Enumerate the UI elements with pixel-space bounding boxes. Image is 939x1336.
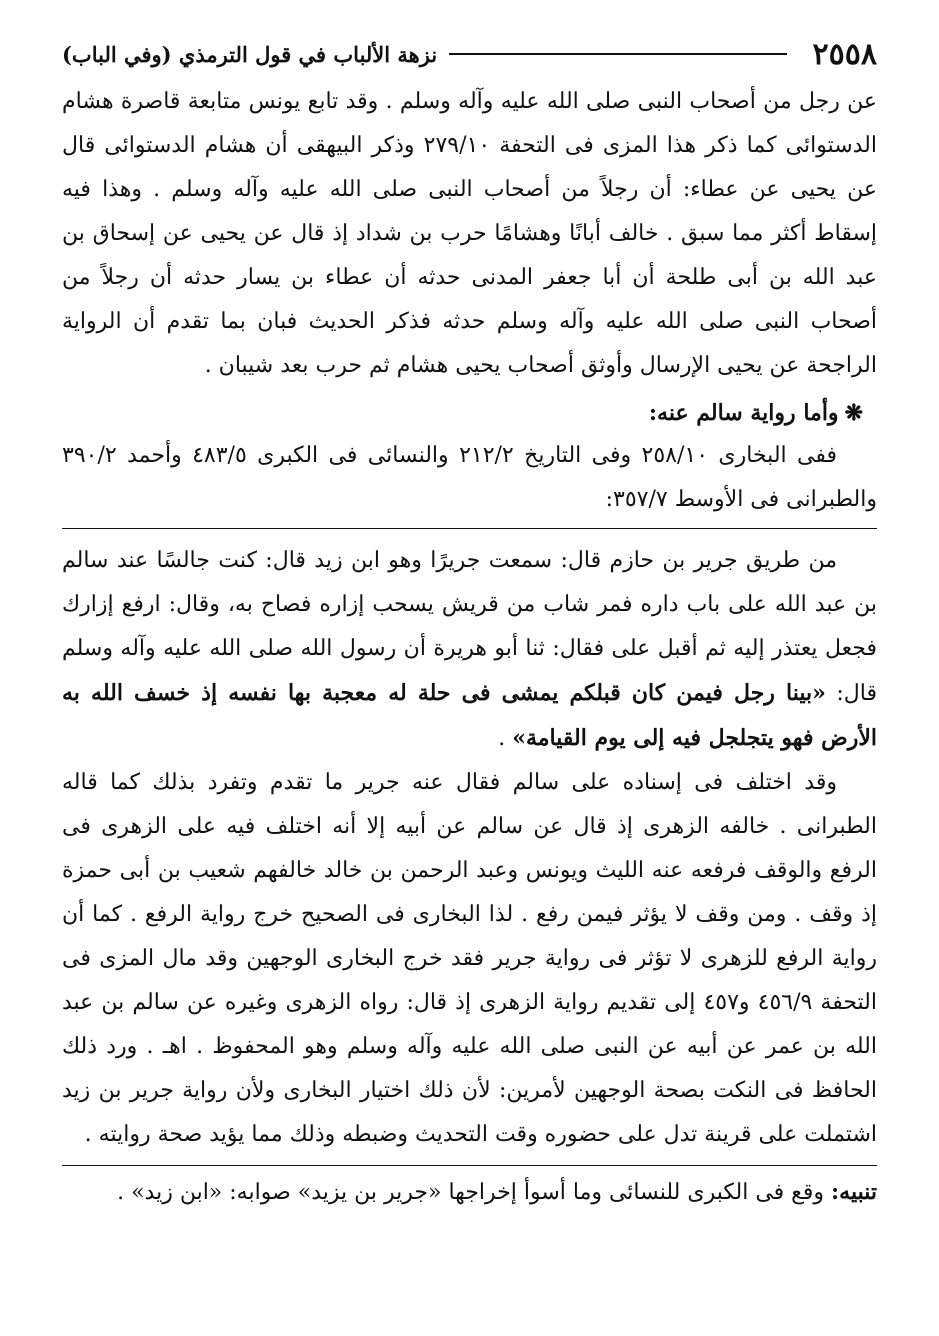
section-heading-text: وأما رواية سالم عنه: [648,400,839,426]
discussion-paragraph: وقد اختلف فى إسناده على سالم فقال عنه جرير ما تقدم وتفرد بذلك كما قاله الطبرانى . خالفه الزهرى إذ قال عن سالم عن أبيه إلا أنه اختلف فيه على الزهرى فى الرفع والوقف فرفعه عنه الليث ويونس وعبد الرحمن بن خالد خالفهم شعيب بن أبى حمزة إذ وقف . ومن وقف لا يؤثر فيمن رفع . لذا البخارى فى الصحيح خرج رواية الرفع . كما أن رواية الرفع للزهرى لا تؤثر فى رواية جرير فقد خرج البخارى الوجهين وقد مال المزى فى التحفة ٤٥٦/٩ و٤٥٧ إلى تقديم رواية الزهرى إذ قال: رواه الزهرى وغيره عن سالم بن عبد الله بن عمر عن أبيه عن النبى صلى الله عليه وآله وسلم وهو المحفوظ . اهـ . ورد ذلك الحافظ فى النكت بصحة الوجهين لأمرين: لأن ذلك اختيار البخارى ولأن رواية جرير بن زيد اشتملت على قرينة تدل على حضوره وقت التحديث وضبطه وذلك مما يؤيد صحة روايته . [62,770,878,1147]
paragraph-yahya-narration: عن رجل من أصحاب النبى صلى الله عليه وآله وسلم . وقد تابع يونس متابعة قاصرة هشام الدستوائى كما ذكر هذا المزى فى التحفة ٢٧٩/١٠ وذكر البيهقى أن هشام الدستوائى قال عن يحيى عن عطاء: أن رجلاً من أصحاب النبى صلى الله عليه وآله وسلم . وهذا فيه إسقاط أكثر مما سبق . خالف أبانًا وهشامًا حرب بن شداد إذ قال عن يحيى عن إسحاق بن عبد الله بن أبى طلحة أن أبا جعفر المدنى حدثه أن عطاء بن يسار حدثه أن رجلاً من أصحاب النبى صلى الله عليه وآله وسلم حدثه فذكر الحديث فبان بما تقدم أن الرواية الراجحة عن يحيى الإرسال وأوثق أصحاب يحيى هشام ثم حرب بعد شيبان . [62,89,877,378]
note-paragraph [62,1165,877,1215]
note-text: وقع فى الكبرى للنسائى وما أسوأ إخراجها «جرير بن يزيد» صوابه: «ابن زيد» . [117,1180,832,1205]
page-header [62,30,877,78]
section-heading [62,392,863,434]
hadith-end: . [498,726,513,751]
running-title: نزهة الألباب في قول الترمذي (وفي الباب) [62,41,438,67]
sources-citation: ففى البخارى ٢٥٨/١٠ وفى التاريخ ٢١٢/٢ والنسائى فى الكبرى ٤٨٣/٥ وأحمد ٣٩٠/٢ والطبرانى فى الأوسط ٣٥٧/٧: [62,434,877,529]
page-number: ٢٥٥٨ [812,36,877,72]
hadith-text: «بينا رجل فيمن كان قبلكم يمشى فى حلة له معجبة بها نفسه إذ خسف الله به الأرض فهو يتجلجل فيه إلى يوم القيامة» [62,680,877,751]
hadith-chain: من طريق جرير بن حازم قال: سمعت جريرًا وهو ابن زيد قال: كنت جالسًا عند سالم بن عبد الله على باب داره فمر شاب من قريش يسحب إزاره فصاح به، وقال: ارفع إزارك فجعل يعتذر إليه ثم أقبل على فقال: ثنا أبو هريرة أن رسول الله صلى الله عليه وآله وسلم قال: [62,548,877,706]
header-rule [449,53,786,55]
hadith-paragraph [62,539,877,761]
note-label: تنبيه: [831,1179,877,1205]
star-ornament: ❋ [844,400,863,426]
